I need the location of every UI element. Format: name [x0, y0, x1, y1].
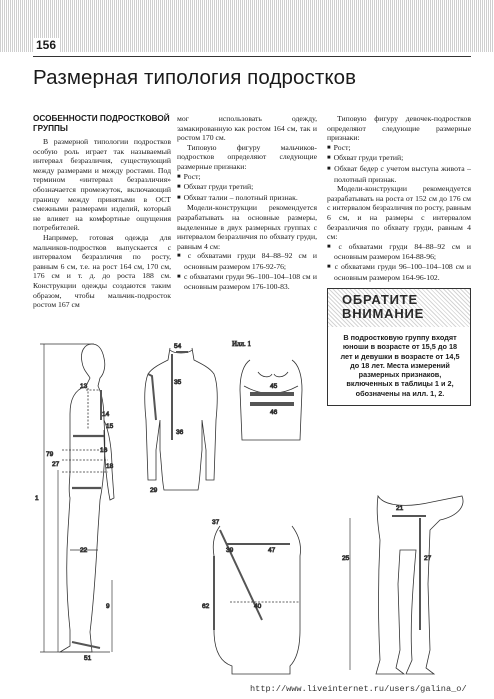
note-heading [342, 293, 424, 321]
measure-label: 62 [202, 603, 210, 610]
list-item: ■ с обхватами груди 84–88–92 см и основным размером 176-92-76; [177, 251, 317, 271]
measure-label: 16 [100, 447, 108, 454]
footer-url: http://www.liveinternet.ru/users/galina_o/ [250, 684, 467, 694]
measure-label: 79 [46, 451, 54, 458]
page-number: 156 [33, 38, 59, 52]
list-item: ■ с обхватами груди 96–100–104–108 см и основным размером 164-96-102. [327, 262, 471, 282]
torso-front-figure [145, 348, 218, 490]
paragraph: мог использовать одежду, замакированную как ростом 164 см, так и ростом 170 см. [177, 114, 317, 143]
legs-figure [350, 496, 463, 674]
paragraph: В размерной типологии подростков особую роль играет так называемый интервал безразличия, существующий между размерами и между ростами. Под термином «интервал безразличия» обозначается промежуток, включающий границу между принятыми в ОСТ смежными размерами изделий, который не влияет на комфортные ощущения потребителей. [33, 137, 171, 233]
bullet-list [327, 242, 471, 282]
measure-label: 22 [80, 547, 88, 554]
note-heading-line: ОБРАТИТЕ [342, 292, 419, 307]
section-heading: ОСОБЕННОСТИ ПОДРОСТКОВОЙ ГРУППЫ [33, 114, 170, 133]
bullet-list [327, 143, 471, 184]
bullet-list [177, 172, 317, 204]
header-hatch-band [0, 0, 494, 52]
list-item: ■ Обхват груди третий; [327, 153, 471, 164]
measure-label: 51 [84, 655, 92, 662]
note-text: В подростковую группу входят юноши в возрасте от 15,5 до 18 лет и девушки в возрасте от 14,5 до 18 лет. Места измерений размерных признаков, включенных в таблицы 1 и 2, обозначены на илл. 1, 2. [340, 333, 460, 398]
list-item: ■ Обхват груди третий; [177, 182, 317, 193]
measure-label: 29 [150, 487, 158, 494]
measure-label: 27 [52, 461, 60, 468]
paragraph: Типовую фигуру девочек-подростков определяют следующие размерные признаки: [327, 114, 471, 143]
measure-label: 21 [396, 505, 404, 512]
note-heading-line: ВНИМАНИЕ [342, 306, 425, 321]
measure-label: 46 [270, 409, 278, 416]
text-column-3 [327, 114, 471, 282]
list-item: ■ Рост; [177, 172, 317, 183]
measurement-illustrations [0, 330, 494, 680]
measure-label: 15 [106, 423, 114, 430]
chest-torso-figure [240, 360, 302, 440]
list-item: ■ с обхватами груди 96–100–104–108 см и основным размером 176-100-83. [177, 272, 317, 292]
measure-label: 45 [270, 383, 278, 390]
list-item: ■ Рост; [327, 143, 471, 154]
text-column-2 [177, 114, 317, 292]
measure-label: 13 [80, 383, 88, 390]
measure-label: 9 [106, 603, 110, 610]
list-item: ■ Обхват талии – полотный признак. [177, 193, 317, 204]
paragraph: Модели-конструкции рекомендуется разрабатывать на основные размеры, выделенные в двух размерных группах с интервалом безразличия по обхвату груди, равным 4 см: [177, 203, 317, 251]
measure-label: 40 [254, 603, 262, 610]
measure-label: 1 [35, 495, 39, 502]
full-body-figure [40, 344, 114, 652]
list-item: ■ с обхватами груди 84–88–92 см и основным размером 164-88-96; [327, 242, 471, 262]
bullet-list [177, 251, 317, 291]
figure-caption: Илл. 1 [232, 340, 252, 348]
paragraph: Типовую фигуру мальчиков-подростков определяют следующие размерные признаки: [177, 142, 317, 171]
measure-label: 37 [212, 519, 220, 526]
measure-label: 25 [342, 555, 350, 562]
page-title: Размерная типология подростков [33, 66, 357, 89]
measure-label: 39 [226, 547, 234, 554]
measure-label: 14 [102, 411, 110, 418]
header-rule [33, 56, 471, 57]
paragraph: Модели-конструкции рекомендуется разрабатывать на роста от 152 см до 176 см с интервалом безразличия по росту, равным 6 см, и на размеры с интервалом безразличия по обхвату груди, равным 4 см: [327, 184, 471, 242]
measure-label: 27 [424, 555, 432, 562]
measure-label: 47 [268, 547, 276, 554]
paragraph: Например, готовая одежда для мальчиков-подростков выпускается с интервалом безразличия по росту, равным 6 см, т.е. на рост 164 см, 170 см, 176 см и т. д. до роста 188 см. Конструкции одежды создаются таким образом, чтобы мальчик-подросток ростом 167 см [33, 232, 171, 310]
measure-label: 54 [174, 343, 182, 350]
measure-label: 36 [176, 429, 184, 436]
measure-label: 35 [174, 379, 182, 386]
measure-label: 18 [106, 463, 114, 470]
list-item: ■ Обхват бедер с учетом выступа живота – полотный признак. [327, 164, 471, 184]
text-column-1 [33, 114, 171, 310]
